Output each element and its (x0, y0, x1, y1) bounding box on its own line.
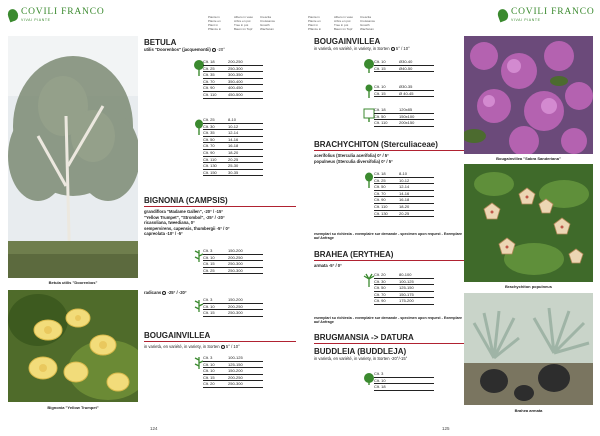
bougainvillea-title: BOUGAINVILLEA (144, 331, 296, 342)
bougainvillea-temp: 5° / 10° (395, 46, 410, 51)
entry-bignonia (144, 196, 296, 237)
bignonia-table: Clt. 3 150-200 Clt. 10 200-250 Clt. 15 250-300 Clt. 25 250-300 (203, 248, 263, 274)
bougainvillea-table-1: Clt. 10 Ø30-40 Clt. 15 Ø40-50 (374, 59, 434, 72)
temperature-icon (212, 48, 216, 52)
brachychiton-photo (464, 164, 593, 282)
page-number-left: 124 (150, 426, 158, 431)
radicans-temp: -25° / -20° (167, 290, 187, 295)
temperature-icon (162, 291, 166, 295)
brand-logo (8, 8, 105, 22)
brachychiton-note: esemplari su richiesta - exemplaire sur demande - specimen upon request - Exemplare auf Anfrage (314, 232, 462, 241)
bougainvillea-subtitle: in varietà, en variété, in variety, in Sorten (314, 46, 390, 51)
betula-temp: -20° (217, 47, 225, 52)
caption-betula: Betula utilis "Doorenbos" (48, 280, 98, 285)
betula-table-1: Clt. 18 200-250 Clt. 25 250-300 Clt. 35 300-350 Clt. 70 350-400 Clt. 90 400-450 Clt. 110 450-500 (203, 59, 263, 99)
entry-buddleja (314, 347, 466, 362)
caption-bignonia: Bignonia "Yellow Trumpet" (47, 405, 99, 410)
bignonia-line: grandiflora "Madame Gallen", -20° / -15° (144, 209, 223, 214)
brand-logo (498, 8, 595, 22)
brand-sub: VIVAI PIANTE (511, 17, 541, 22)
brand-name: COVILI FRANCO (21, 7, 105, 17)
brand-name: COVILI FRANCO (511, 7, 595, 17)
buddleja-subtitle: in varietà, en variété, in variety, in Sorten -20°/-15° (314, 356, 408, 361)
brachychiton-line: acerifolius (Sterculia acerifolia) 0° / 5° (314, 153, 389, 158)
buddleja-title: BUDDLEIA (BUDDLEJA) (314, 347, 407, 356)
caption-brahea: Brahea armata (514, 408, 543, 413)
leaf-icon (496, 8, 510, 23)
brand-sub: VIVAI PIANTE (21, 17, 51, 22)
entry-betula (144, 38, 294, 53)
bougainvillea-subtitle: in varietà, en variété, in variety, in Sorten (144, 344, 220, 349)
bougainvillea-photo (464, 36, 593, 154)
temperature-icon (391, 47, 395, 51)
betula-subtitle: utilis "Doorenbos" (jacquemontii) (144, 47, 211, 52)
betula-table-2: Clt. 25 8-10 Clt. 30 10-12 Clt. 35 12-14 Clt. 50 14-16 Clt. 70 16-18 Clt. 90 18-20 Clt. 110 20-25 Clt. 130 25-30 Clt. 150 30-35 (203, 117, 263, 176)
bougainvillea-title: BOUGAINVILLEA (314, 37, 381, 46)
brahea-title: BRAHEA (ERYTHEA) (314, 250, 466, 261)
bougainvillea-table-left: Clt. 3 100-125 Clt. 10 125-150 Clt. 10 150-200 Clt. 15 200-250 Clt. 20 250-300 (203, 355, 263, 388)
bignonia-line: "Yellow Trumpet", "Strombol", -25° / -20° (144, 214, 225, 220)
betula-title: BETULA (144, 38, 177, 47)
entry-brugmansia (314, 333, 466, 346)
bignonia-line: capreolata -10° / -5° (144, 231, 183, 236)
brugmansia-title: BRUGMANSIA -> DATURA (314, 333, 466, 344)
entry-brahea (314, 250, 466, 269)
right-page (300, 0, 600, 436)
radicans-table: Clt. 3 150-200 Clt. 10 200-250 Clt. 15 250-300 (203, 297, 263, 317)
bignonia-title: BIGNONIA (CAMPSIS) (144, 196, 296, 207)
caption-brachychiton: Brachychiton populneus (505, 284, 552, 289)
caption-bougainvillea: Bougainvillea "Sabra Sanderiana" (496, 156, 561, 161)
symbol-key: Pianta in Plante en Plant in Pflanze in Albero in vaso Arbre en pot Tree in pot Baum im Topf Crescita Croissance Growth Wachstum (208, 15, 276, 31)
brahea-photo (464, 293, 593, 405)
symbol-key: Pianta in Plante en Plant in Pflanze in Albero in vaso Arbre en pot Tree in pot Baum im Topf Crescita Croissance Growth Wachstum (308, 15, 376, 31)
entry-bougainvillea-right (314, 37, 464, 52)
leaf-icon (6, 8, 20, 23)
brahea-subtitle: armata -5° / 0° (314, 263, 342, 268)
betula-photo (8, 36, 138, 278)
bougainvillea-temp: 5° / 10° (225, 344, 240, 349)
temperature-icon (221, 345, 225, 349)
brachychiton-title: BRACHYCHITON (Sterculiaceae) (314, 140, 466, 151)
bignonia-line: ricasoliana, tweediana, 0° (144, 220, 195, 225)
bougainvillea-table-3: Clt. 18 120x85 Clt. 50 150x100 Clt. 110 200x150 (374, 107, 434, 127)
entry-brachychiton (314, 140, 466, 164)
bougainvillea-table-2: Clt. 10 Ø30-35 Clt. 15 Ø 40-45 (374, 84, 434, 97)
brahea-table: Clt. 20 80-100 Clt. 30 100-125 Clt. 50 125-150 Clt. 70 150-175 Clt. 90 175-200 (374, 272, 434, 305)
brachychiton-line: populneus (Sterculia diversifolia) 0° / 5° (314, 158, 393, 164)
entry-bougainvillea-left (144, 331, 296, 350)
radicans-label: radicans (144, 290, 162, 295)
bignonia-line: sempervirens, capensis, thumbergii -5° / 0° (144, 225, 230, 231)
brachychiton-table: Clt. 18 8-10 Clt. 25 10-12 Clt. 50 12-14 Clt. 70 14-16 Clt. 90 16-18 Clt. 110 18-20 Clt. 130 20-25 (374, 171, 434, 217)
entry-radicans (144, 290, 296, 296)
bignonia-photo (8, 290, 138, 402)
page-number-right: 125 (442, 426, 450, 431)
brahea-note: esemplari su richiesta - exemplaire sur demande - specimen upon request - Exemplare auf Anfrage (314, 316, 462, 325)
buddleja-table: Clt. 3 Clt. 10 Clt. 18 (374, 371, 434, 391)
